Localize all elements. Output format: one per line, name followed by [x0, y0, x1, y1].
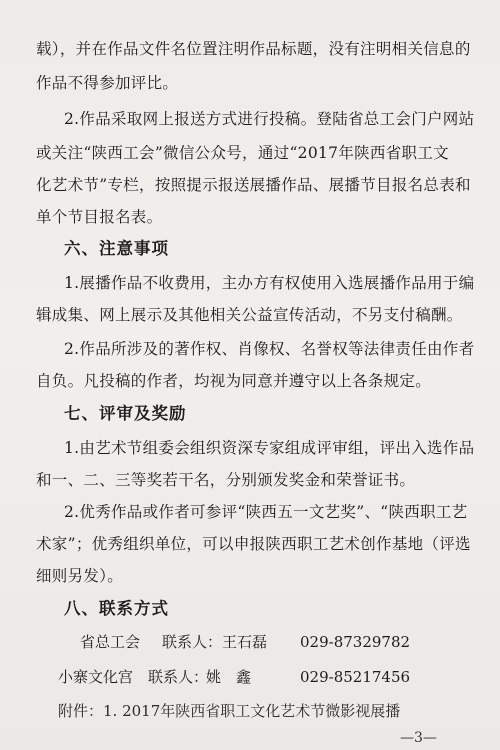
body-line: 细则另发）。 [36, 567, 124, 585]
contact-name: 姚 鑫 [206, 668, 252, 686]
contact-phone: 029-85217456 [300, 668, 411, 686]
body-line: 单个节目报名表。 [36, 208, 163, 226]
contact-row [0, 662, 500, 686]
section-heading-contact: 八、联系方式 [64, 599, 169, 618]
contact-org: 省总工会 [80, 633, 141, 651]
contact-row [0, 630, 500, 654]
contact-name: 王石磊 [222, 633, 268, 651]
body-line: 载），并在作品文件名位置注明作品标题，没有注明相关信息的 [36, 40, 471, 58]
section-heading-review: 七、评审及奖励 [64, 404, 187, 423]
body-line: 或关注“陕西工会”微信公众号，通过“2017年陕西省职工文 [36, 144, 449, 162]
body-line: 1.由艺术节组委会组织资深专家组成评审组，评出入选作品 [64, 439, 475, 457]
page-number: —3— [400, 730, 437, 746]
body-line: 2.作品所涉及的著作权、肖像权、名誉权等法律责任由作者 [64, 340, 475, 358]
contact-phone: 029-87329782 [300, 633, 411, 651]
body-line: 辑成集、网上展示及其他相关公益宣传活动，不另支付稿酬。 [36, 306, 463, 324]
attachment-note: 附件：1. 2017年陕西省职工文化艺术节微影视展播 [58, 702, 401, 720]
section-heading-notes: 六、注意事项 [64, 239, 169, 258]
contact-label: 联系人： [162, 633, 223, 651]
body-line: 2.优秀作品或作者可参评“陕西五一文艺奖”、“陕西职工艺 [64, 503, 468, 521]
body-line: 自负。凡投稿的作者，均视为同意并遵守以上各条规定。 [36, 372, 432, 390]
body-line: 化艺术节”专栏，按照提示报送展播作品、展播节目报名总表和 [36, 176, 471, 194]
contact-org: 小寨文化宫 [58, 668, 134, 686]
contact-label: 联系人： [148, 668, 209, 686]
body-line: 和一、二、三等奖若干名，分别颁发奖金和荣誉证书。 [36, 471, 416, 489]
body-line: 术家”；优秀组织单位，可以申报陕西职工艺术创作基地（评选 [36, 535, 471, 553]
body-line: 作品不得参加评比。 [36, 74, 179, 92]
body-line: 2.作品采取网上报送方式进行投稿。登陆省总工会门户网站 [64, 110, 475, 128]
body-line: 1.展播作品不收费用，主办方有权使用入选展播作品用于编 [64, 274, 475, 292]
